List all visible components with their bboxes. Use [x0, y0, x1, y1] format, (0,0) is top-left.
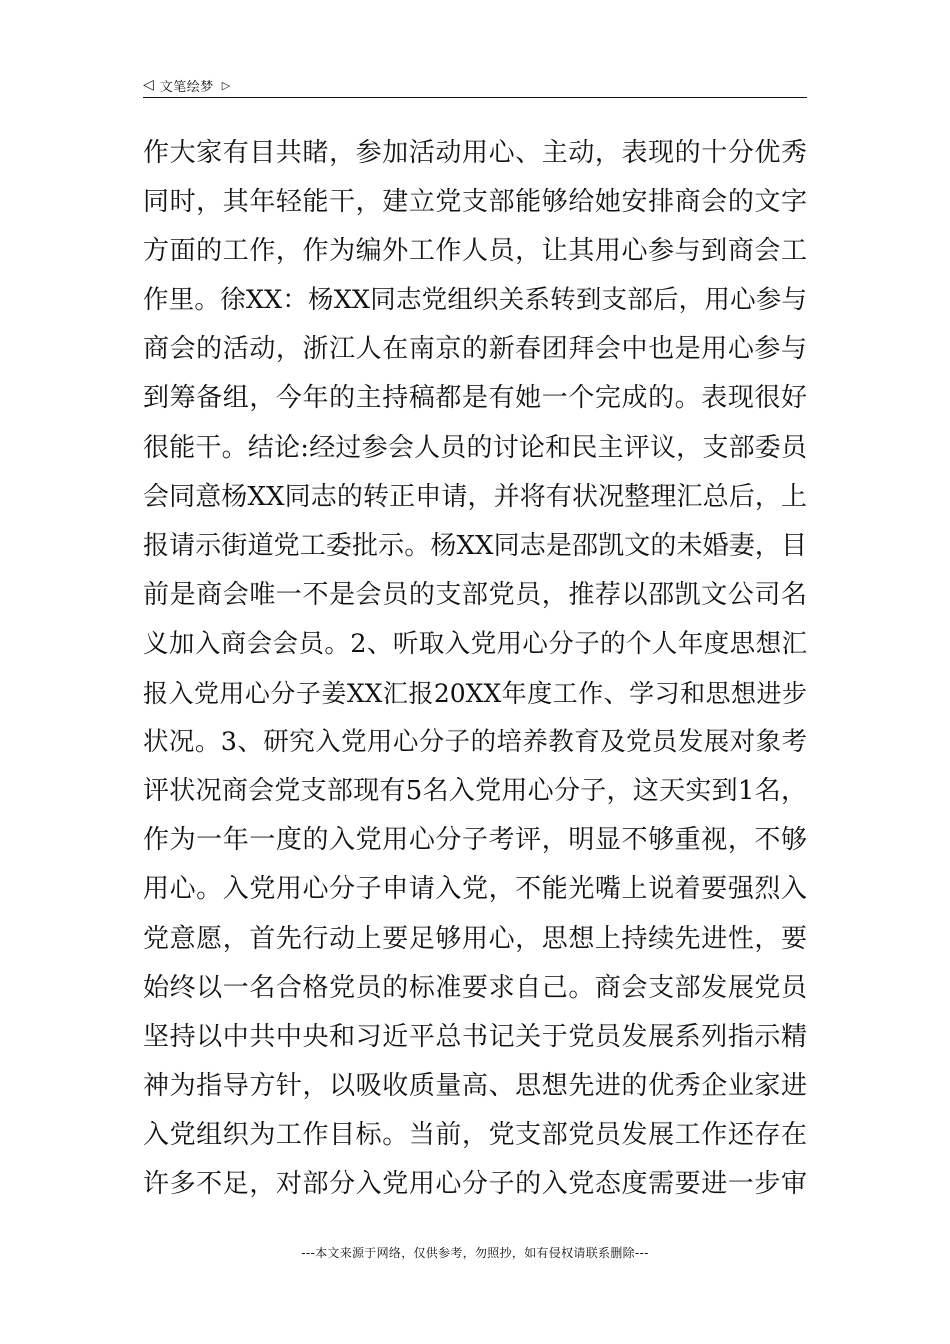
body-line: 会同意杨XX同志的转正申请，并将有状况整理汇总后，上: [143, 481, 807, 512]
document-body: [143, 129, 807, 1209]
body-line: 始终以一名合格党员的标准要求自己。商会支部发展党员: [143, 972, 807, 1003]
footer-disclaimer: ---本文来源于网络，仅供参考，勿照抄，如有侵权请联系删除---: [301, 1246, 649, 1260]
body-line: 作大家有目共睹，参加活动用心、主动，表现的十分优秀: [143, 138, 807, 168]
body-line: 商会的活动，浙江人在南京的新春团拜会中也是用心参与: [143, 334, 807, 365]
body-line: 用心。入党用心分子申请入党，不能光嘴上说着要强烈入: [143, 874, 807, 905]
body-line: 神为指导方针，以吸收质量高、思想先进的优秀企业家进: [143, 1070, 807, 1101]
body-line: 作里。徐XX：杨XX同志党组织关系转到支部后，用心参与: [143, 285, 807, 316]
body-line: 评状况商会党支部现有5名入党用心分子，这天实到1名，: [143, 776, 807, 807]
page-header: [143, 72, 807, 98]
triangle-left-icon: ◁: [143, 77, 154, 93]
body-line: 很能干。结论:经过参会人员的讨论和民主评议，支部委员: [143, 432, 807, 463]
body-line: 到筹备组，今年的主持稿都是有她一个完成的。表现很好: [143, 383, 807, 414]
body-line: 方面的工作，作为编外工作人员，让其用心参与到商会工: [143, 236, 807, 267]
header-divider: [143, 97, 807, 98]
body-line: 前是商会唯一不是会员的支部党员，推荐以邵凯文公司名: [143, 579, 807, 610]
body-line: 作为一年一度的入党用心分子考评，明显不够重视，不够: [143, 825, 807, 856]
body-line: 报请示街道党工委批示。杨XX同志是邵凯文的未婚妻，目: [143, 530, 807, 561]
body-line: 许多不足，对部分入党用心分子的入党态度需要进一步审: [143, 1168, 807, 1199]
body-line: 坚持以中共中央和习近平总书记关于党员发展系列指示精: [143, 1021, 807, 1052]
header-title: 文笔绘梦: [159, 79, 214, 95]
body-line: 入党组织为工作目标。当前，党支部党员发展工作还存在: [143, 1119, 807, 1150]
body-line: 义加入商会会员。2、听取入党用心分子的个人年度思想汇: [143, 628, 807, 659]
body-line: 同时，其年轻能干，建立党支部能够给她安排商会的文字: [143, 187, 807, 218]
body-line: 状况。3、研究入党用心分子的培养教育及党员发展对象考: [143, 727, 807, 758]
body-line: 报入党用心分子姜XX汇报20XX年度工作、学习和思想进步: [143, 679, 807, 709]
body-line: 党意愿，首先行动上要足够用心，思想上持续先进性，要: [143, 923, 807, 954]
triangle-right-icon: ▷: [221, 78, 231, 92]
